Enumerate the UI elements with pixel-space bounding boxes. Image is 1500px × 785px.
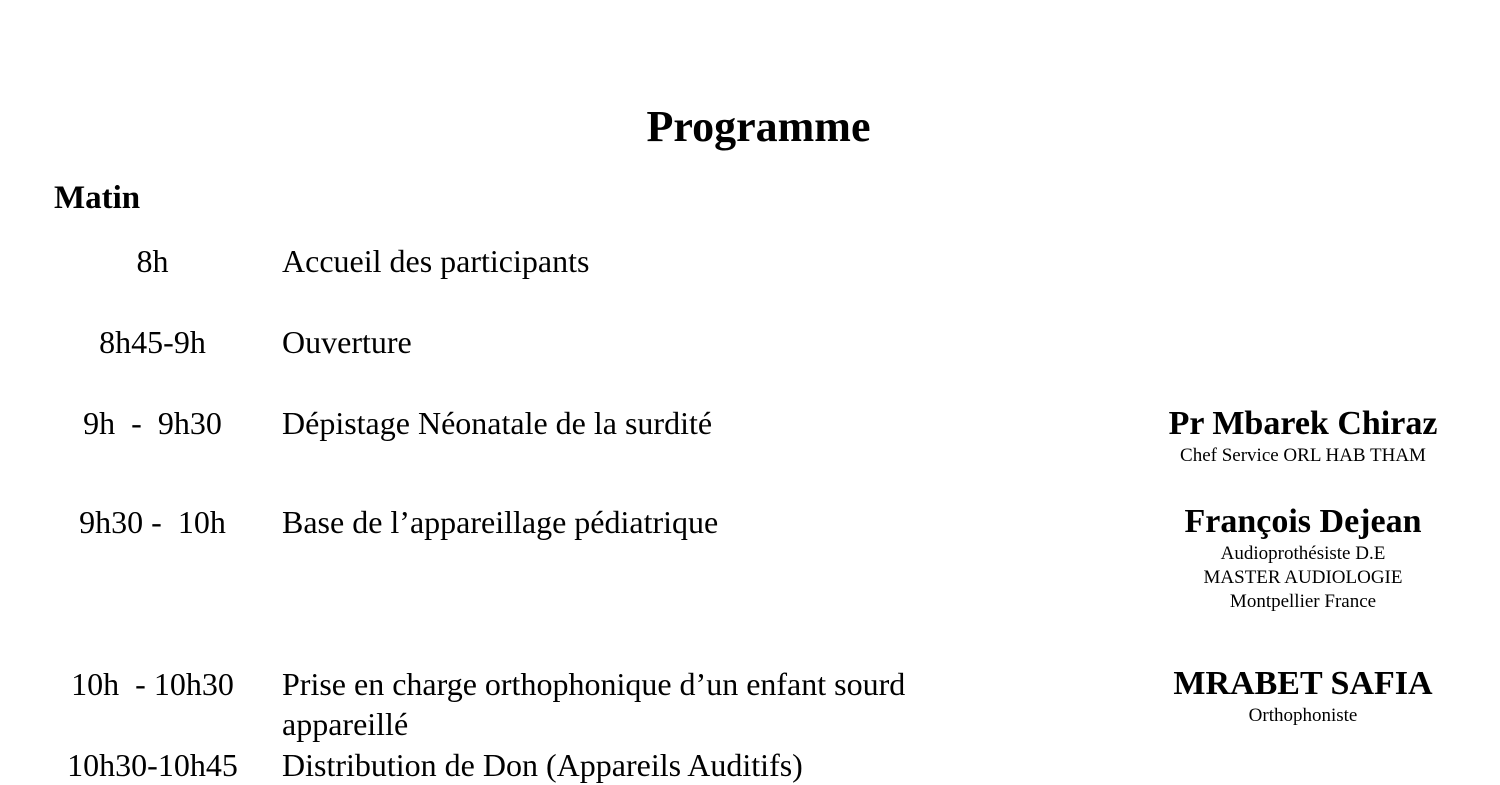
row-time: 8h [136, 243, 169, 279]
speaker-name: MRABET SAFIA [1173, 665, 1433, 702]
speaker-block [1153, 404, 1453, 468]
speaker-detail: Montpellier France [1229, 591, 1377, 612]
row-topic: Distribution de Don (Appareils Auditifs) [282, 747, 803, 783]
row-time: 10h - 10h30 [71, 666, 234, 702]
speaker-detail: MASTER AUDIOLOGIE [1203, 567, 1403, 588]
row-time: 9h - 9h30 [83, 405, 222, 441]
speaker-detail: Audioprothésiste D.E [1220, 543, 1386, 564]
row-topic: Accueil des participants [282, 243, 590, 279]
speaker-detail: Orthophoniste [1248, 705, 1358, 726]
row-topic: Prise en charge orthophonique d’un enfant sourd [282, 666, 906, 702]
row-topic: Base de l’appareillage pédiatrique [282, 504, 719, 540]
row-time: 8h45-9h [99, 324, 206, 360]
speaker-name: François Dejean [1184, 503, 1422, 540]
row-topic-continued: appareillé [282, 706, 409, 742]
speaker-block [1153, 502, 1453, 614]
row-topic: Ouverture [282, 324, 412, 360]
speaker-block [1153, 664, 1453, 728]
section-heading-matin: Matin [54, 180, 141, 216]
row-time: 10h30-10h45 [67, 747, 238, 783]
speaker-detail: Chef Service ORL HAB THAM [1180, 445, 1426, 466]
row-topic: Dépistage Néonatale de la surdité [282, 405, 713, 441]
speaker-name: Pr Mbarek Chiraz [1168, 405, 1438, 442]
page-title: Programme [646, 102, 871, 151]
row-time: 9h30 - 10h [79, 504, 226, 540]
